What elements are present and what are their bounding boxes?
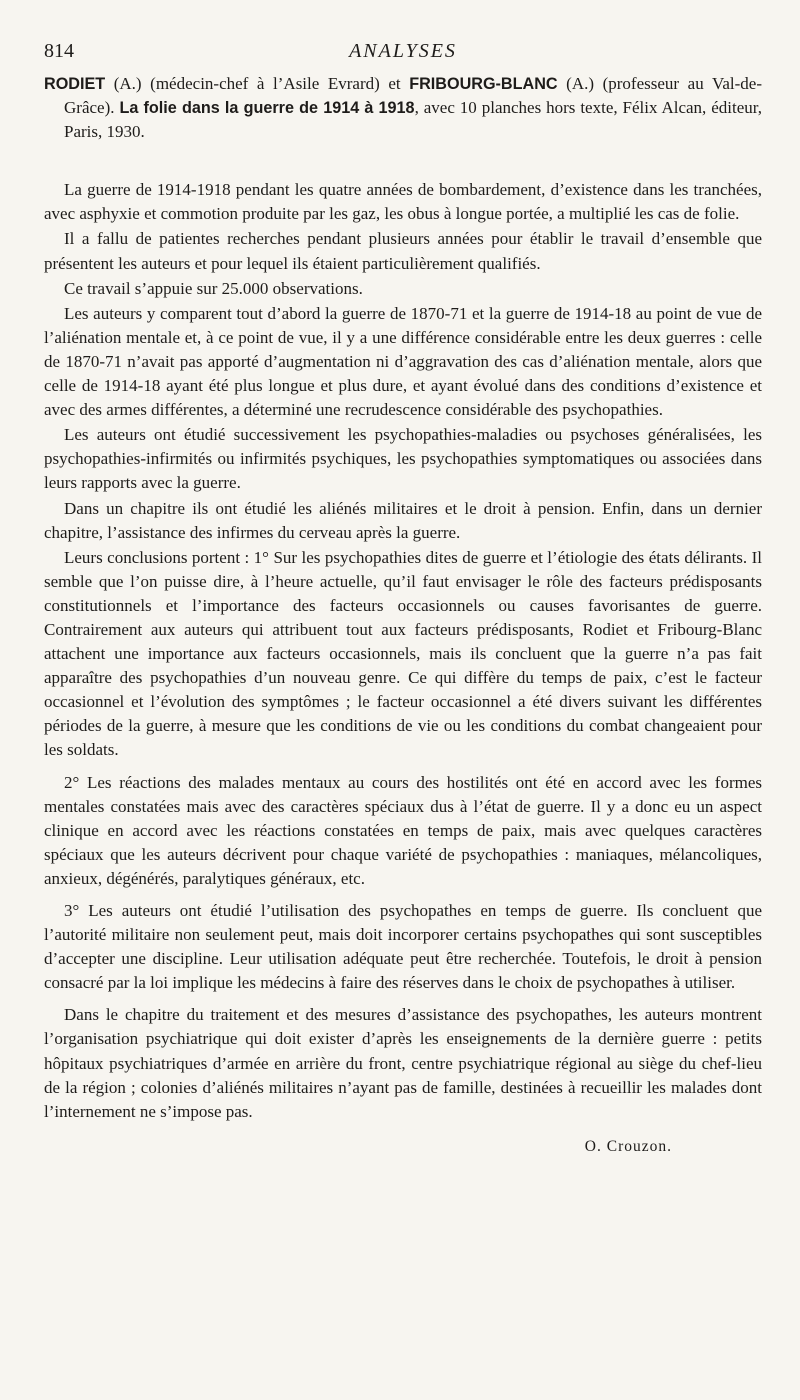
author-1-name: RODIET	[44, 75, 106, 93]
paragraph: Ce travail s’appuie sur 25.000 observations.	[64, 278, 363, 298]
bibliographic-citation	[44, 72, 762, 144]
author-2-name: FRIBOURG-BLANC	[409, 75, 558, 93]
paragraph: Les auteurs y comparent tout d’abord la guerre de 1870-71 et la guerre de 1914-18 au point de vue de l’aliénation mentale et, à ce point de vue, il y a une différence considérable entre les deux guerres : celle de 1870-71 n’avait pas apporté d’augmentation ni d’aggravation des cas d’aliénation mentale, alors que celle de 1914-18 ayant été plus longue et plus dure, et ayant évolué dans des conditions d’existence et avec des armes différentes, a déterminé une recrudescence considérable des psychopathies.	[44, 303, 762, 420]
reviewer-signature: O. Crouzon.	[584, 1137, 672, 1155]
book-title: La folie dans la guerre de 1914 à 1918	[119, 99, 415, 118]
paragraph: 3° Les auteurs ont étudié l’utilisation des psychopathes en temps de guerre. Ils concluent que l’autorité militaire non seulement peut, mais doit incorporer certains psychopathes qui sont susceptibles d’accepter une discipline. Leur utilisation adéquate peut être recherchée. Toutefois, le droit à pension consacré par la loi implique les médecins à faire des réserves dans le choix de psychopathes à utiliser.	[44, 901, 762, 993]
page-number: 814	[44, 40, 74, 62]
paragraph: Dans un chapitre ils ont étudié les aliénés militaires et le droit à pension. Enfin, dans un dernier chapitre, l’assistance des infirmes du cerveau après la guerre.	[44, 498, 762, 542]
author-1-initial: (A.)	[113, 74, 142, 93]
running-head: ANALYSES	[349, 40, 457, 62]
publication-details: , avec 10 planches hors texte, Félix Alcan, éditeur, Paris, 1930.	[64, 98, 763, 142]
review-body	[44, 178, 762, 1124]
page-header	[44, 40, 762, 72]
author-1-role: (médecin-chef à l’Asile Evrard) et	[150, 74, 401, 93]
paragraph: Dans le chapitre du traitement et des mesures d’assistance des psychopathes, les auteurs montrent l’organisation psychiatrique qui doit exister d’après les enseignements de la dernière guerre : petits hôpitaux psychiatriques d’armée en arrière du front, centre psychiatrique régional au siège du chef-lieu de la région ; colonies d’aliénés militaires n’ayant pas de famille, destinées à recueillir les malades dont l’internement ne s’impose pas.	[44, 1005, 762, 1121]
paragraph: La guerre de 1914-1918 pendant les quatre années de bombardement, d’existence dans les tranchées, avec asphyxie et commotion produite par les gaz, les obus à longue portée, a multiplié les cas de folie.	[44, 180, 762, 224]
paragraph: 2° Les réactions des malades mentaux au cours des hostilités ont été en accord avec les formes mentales constatées mais avec des caractères spéciaux dus à l’état de guerre. Il y a donc eu un aspect clinique en accord avec les réactions constatées en temps de paix, mais avec quelques caractères spéciaux que les auteurs décrivent pour chaque variété de psychopathies : maniaques, mélancoliques, anxieux, dégénérés, paralytiques généraux, etc.	[44, 772, 762, 888]
paragraph: Les auteurs ont étudié successivement les psychopathies-maladies ou psychoses généralisées, les psychopathies-infirmités ou infirmités psychiques, les psychopathies symptomatiques ou associées dans leurs rapports avec la guerre.	[44, 425, 762, 493]
paragraph: Il a fallu de patientes recherches pendant plusieurs années pour établir le travail d’ensemble que présentent les auteurs et pour lequel ils étaient particulièrement qualifiés.	[44, 229, 762, 273]
paragraph: Leurs conclusions portent : 1° Sur les psychopathies dites de guerre et l’étiologie des états délirants. Il semble que l’on puisse dire, à l’heure actuelle, qu’il faut envisager le rôle des facteurs prédisposants constitutionnels et l’importance des facteurs occasionnels ou causes favorisantes de guerre. Contrairement aux auteurs qui attribuent tout aux facteurs prédisposants, Rodiet et Fribourg-Blanc attachent une importance aux facteurs occasionnels, mais ils concluent que la guerre n’a pas fait apparaître des psychopathies d’un nouveau genre. Ce qui diffère du temps de paix, c’est le facteur occasionnel et l’évolution des symptômes ; le facteur occasionnel a été divers suivant les différentes périodes de la guerre, à mesure que les conditions de vie ou les conditions du combat changeaient pour les soldats.	[44, 547, 762, 760]
author-2-initial: (A.)	[566, 74, 595, 93]
author-2-role: (professeur au Val-de-Grâce).	[64, 74, 762, 118]
